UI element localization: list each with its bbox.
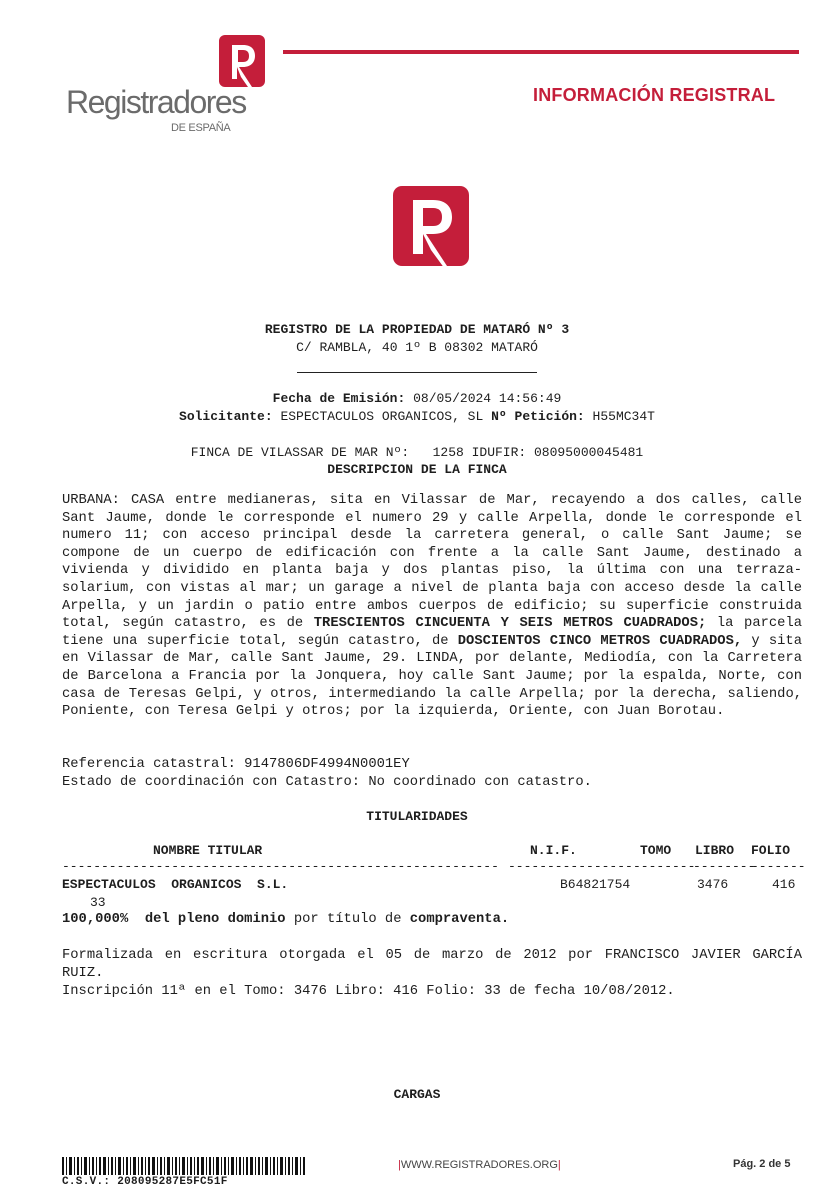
inscription-text: Inscripción 11ª en el Tomo: 3476 Libro: 416 Folio: 33 de fecha 10/08/2012.: [62, 984, 675, 999]
titular-nif: B64821754: [560, 877, 631, 892]
header-rule: [283, 50, 799, 54]
description-text-3: y sita en Vilassar de Mar, calle Sant Jaume, 29. LINDA, por delante, Mediodía, con la Carretera de Barcelona a Francia por la Jonquera, hoy calle Sant Jaume; por la espalda, Norte, con casa de Teresas Gelpi, y otros, intermediando la calle Arpella; por la derecha, saliendo, Poniente, con Teresa Gelpi y otros; por la izquierda, Oriente, con Juan Borotau.: [62, 633, 802, 720]
formalization-text: Formalizada en escritura otorgada el 05 de marzo de 2012 por FRANCISCO JAVIER GARCÍA RUIZ.: [62, 948, 802, 981]
titularidades-title: TITULARIDADES: [366, 809, 468, 824]
col-rule-folio: -------: [751, 859, 806, 874]
built-area: TRESCIENTOS CINCUENTA Y SEIS METROS CUADRADOS;: [313, 616, 707, 632]
share-percent: 100,000%: [62, 912, 129, 927]
col-rule-name: --------------------------------------------------------: [62, 859, 499, 874]
document-type-title: INFORMACIÓN REGISTRAL: [533, 85, 776, 105]
barcode-icon: [62, 1157, 306, 1175]
col-header-libro: LIBRO: [695, 843, 735, 858]
acquisition-type: compraventa.: [409, 912, 510, 927]
brand-subtitle: DE ESPAÑA: [171, 122, 231, 134]
description-text-1: URBANA: CASA entre medianeras, sita en Vilassar de Mar, recayendo a dos calles, calle Sant Jaume, donde le corresponde el numero 29 y calle Arpella, donde le corresponde el numero 11; con acceso principal desde la carretera general, o calle Sant Jaume; se compone de un cuerpo de edificación con frente a la calle Sant Jaume, destinado a vivienda y dividido en planta baja y dos plantas piso, la última con una terraza-solarium, con vistas al mar; un garage a nivel de planta baja con acceso desde la calle Arpella, y un jardin o patio entre ambos cuerpos de edificio; su superficie construida total, según catastro, es de: [62, 493, 802, 632]
page-number: Pág. 2 de 5: [733, 1158, 791, 1170]
titular-folio: 33: [90, 895, 106, 910]
plot-area: DOSCIENTOS CINCO METROS CUADRADOS,: [457, 633, 743, 649]
col-header-tomo: TOMO: [640, 843, 672, 858]
csv-code: C.S.V.: 208095287E5FC51F: [62, 1176, 228, 1188]
finca-description-title: DESCRIPCION DE LA FINCA: [327, 462, 507, 477]
titular-tomo: 3476: [697, 877, 729, 892]
registry-name: REGISTRO DE LA PROPIEDAD DE MATARÓ Nº 3: [264, 322, 570, 337]
col-rule-tomo: --------: [633, 859, 696, 874]
applicant-line: [0, 409, 834, 425]
col-header-folio: FOLIO: [751, 843, 791, 858]
col-header-name: NOMBRE TITULAR: [153, 843, 263, 858]
share-title-text: por título de: [293, 912, 402, 927]
cadastral-reference: Referencia catastral: 9147806DF4994N0001EY: [62, 757, 410, 772]
applicant-value: ESPECTACULOS ORGANICOS, SL: [280, 409, 484, 424]
registry-underline: [297, 372, 537, 373]
ownership-share: [62, 911, 509, 929]
share-type-label: del pleno dominio: [144, 912, 286, 927]
petition-value: H55MC34T: [592, 409, 655, 424]
registry-emblem-icon: [393, 186, 471, 282]
titular-libro: 416: [772, 877, 796, 892]
registry-address: C/ RAMBLA, 40 1º B 08302 MATARÓ: [296, 340, 538, 355]
description-text-2: la parcela tiene una superficie total, según catastro, de: [62, 616, 803, 649]
col-header-nif: N.I.F.: [530, 843, 577, 858]
titular-name: ESPECTACULOS ORGANICOS S.L.: [62, 877, 289, 892]
petition-label: Nº Petición:: [491, 409, 585, 424]
cargas-title: CARGAS: [393, 1087, 441, 1102]
col-rule-libro: --------: [693, 859, 756, 874]
applicant-label: Solicitante:: [179, 409, 273, 424]
footer-url: |WWW.REGISTRADORES.ORG|: [398, 1159, 561, 1171]
finca-id-line: FINCA DE VILASSAR DE MAR Nº: 1258 IDUFIR: 08095000045481: [190, 445, 644, 460]
col-rule-nif: ----------------: [508, 859, 633, 874]
emission-date-value: 08/05/2024 14:56:49: [413, 391, 562, 406]
cadastral-coordination: Estado de coordinación con Catastro: No coordinado con catastro.: [62, 775, 592, 790]
emission-date-line: [0, 391, 834, 407]
emission-date-label: Fecha de Emisión:: [272, 391, 406, 406]
finca-description: [62, 492, 802, 721]
footer-url-text: WWW.REGISTRADORES.ORG: [400, 1159, 558, 1171]
brand-name: Registradores: [66, 84, 246, 120]
